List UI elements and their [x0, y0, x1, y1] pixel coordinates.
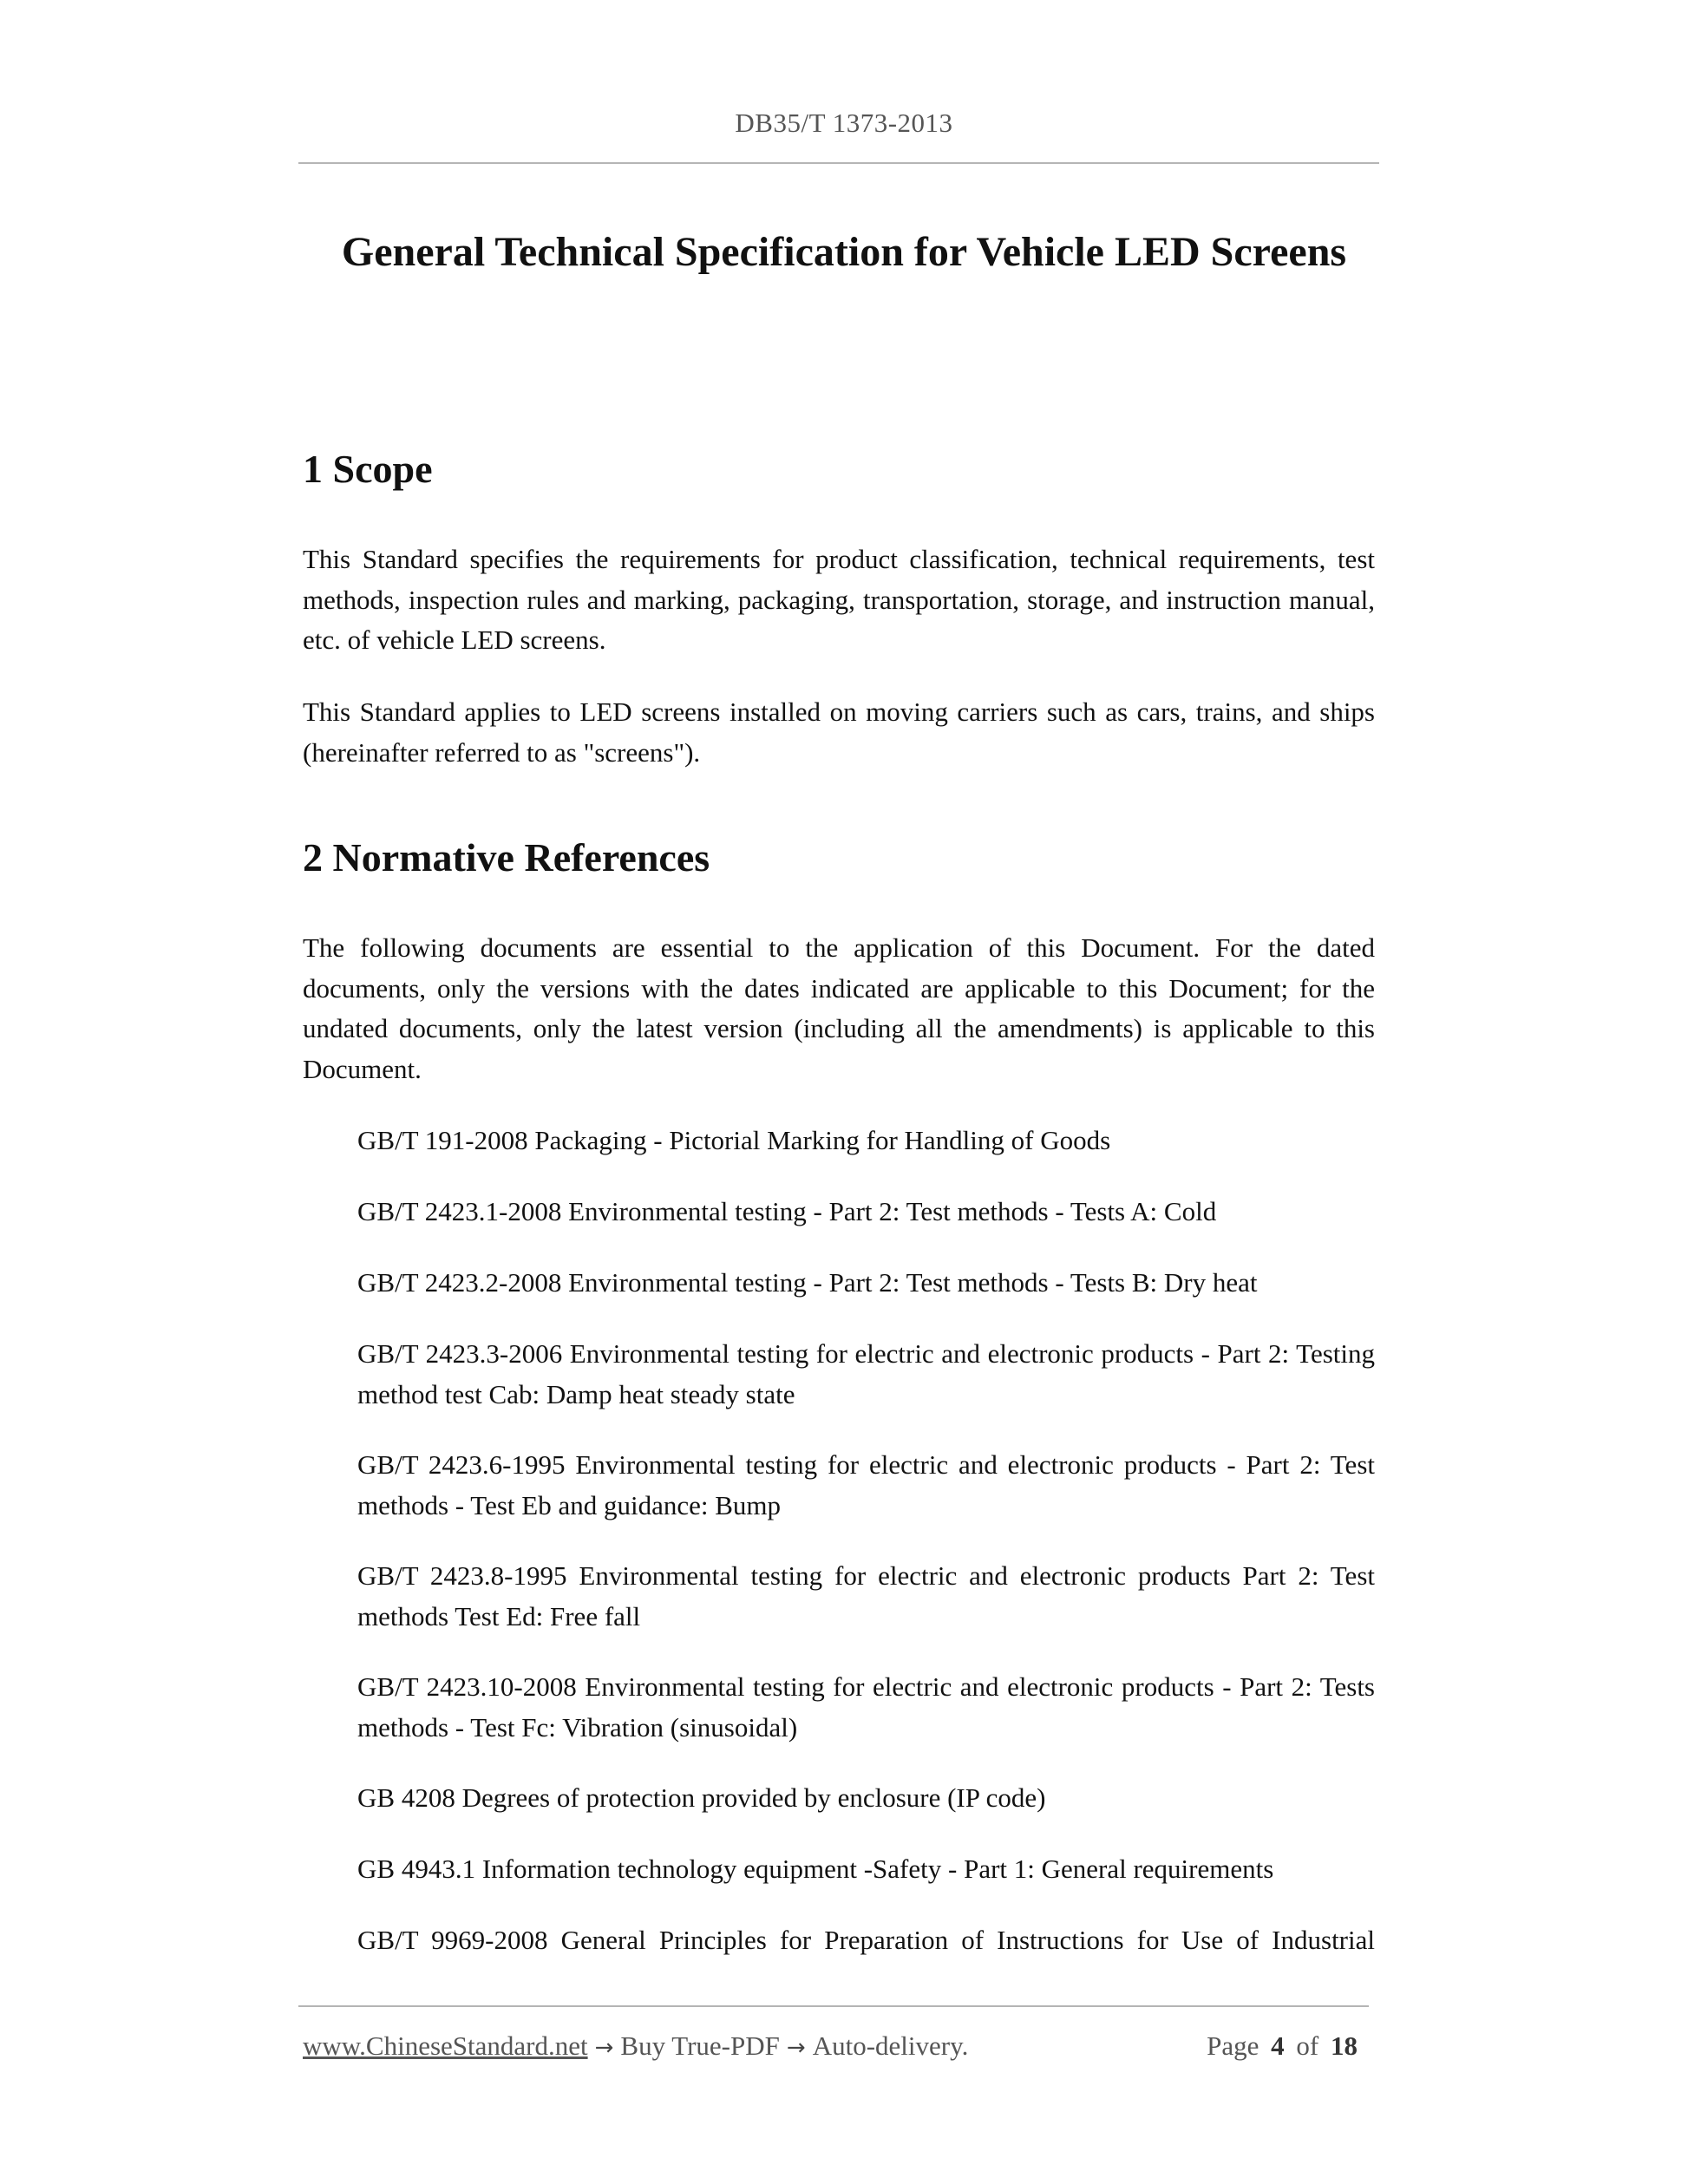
reference-item: GB/T 2423.6-1995 Environmental testing for electric and electronic products - Part 2: Test methods - Test Eb and guidance: Bump	[357, 1449, 1375, 1520]
reference-item: GB/T 191-2008 Packaging - Pictorial Marking for Handling of Goods	[357, 1125, 1111, 1155]
scope-paragraph-2: This Standard applies to LED screens installed on moving carriers such as cars, trains, and ships (hereinafter referred to as "screens").	[303, 696, 1375, 768]
section-heading-scope: 1 Scope	[303, 447, 433, 491]
reference-item: GB/T 2423.1-2008 Environmental testing - Part 2: Test methods - Tests A: Cold	[357, 1196, 1217, 1226]
document-title: General Technical Specification for Vehicle LED Screens	[341, 229, 1347, 275]
references-intro-paragraph: The following documents are essential to the application of this Document. For the dated documents, only the versions with the dates indicated are applicable to this Document; for the undated documents, only the latest version (including all the amendments) is applicable to this Document.	[303, 932, 1375, 1084]
chinese-standard-link[interactable]: www.ChineseStandard.net	[303, 2030, 588, 2061]
page-footer	[303, 2026, 1368, 2066]
reference-item: GB/T 9969-2008 General Principles for Preparation of Instructions for Use of Industrial	[357, 1925, 1375, 1955]
arrow-right-icon: →	[786, 2035, 806, 2061]
reference-item: GB/T 2423.10-2008 Environmental testing for electric and electronic products - Part 2: Tests methods - Test Fc: Vibration (sinusoidal)	[357, 1671, 1375, 1743]
footer-promo	[303, 2026, 968, 2068]
reference-item: GB 4208 Degrees of protection provided by enclosure (IP code)	[357, 1782, 1046, 1813]
scope-paragraph-1: This Standard specifies the requirements for product classification, technical requirements, test methods, inspection rules and marking, packaging, transportation, storage, and instruction manual, etc. of vehicle LED screens.	[303, 544, 1375, 655]
reference-item: GB/T 2423.3-2006 Environmental testing for electric and electronic products - Part 2: Testing method test Cab: Damp heat steady state	[357, 1338, 1375, 1409]
reference-item: GB 4943.1 Information technology equipment -Safety - Part 1: General requirements	[357, 1854, 1274, 1884]
total-page-number: 18	[1331, 2030, 1358, 2061]
section-heading-normative-references: 2 Normative References	[303, 835, 710, 879]
current-page-number: 4	[1271, 2030, 1285, 2061]
footer-buy-text: Buy True-PDF	[620, 2030, 780, 2061]
page-number	[1207, 2026, 1363, 2066]
reference-item: GB/T 2423.8-1995 Environmental testing for electric and electronic products Part 2: Test methods Test Ed: Free fall	[357, 1560, 1375, 1631]
arrow-right-icon: →	[594, 2035, 614, 2061]
footer-divider	[298, 2005, 1369, 2007]
page-of-label: of	[1296, 2030, 1319, 2061]
standard-code-header: DB35/T 1373-2013	[735, 108, 953, 138]
reference-item: GB/T 2423.2-2008 Environmental testing - Part 2: Test methods - Tests B: Dry heat	[357, 1267, 1258, 1298]
header-divider	[298, 162, 1379, 164]
page-label: Page	[1207, 2030, 1259, 2061]
footer-delivery-text: Auto-delivery.	[812, 2030, 969, 2061]
